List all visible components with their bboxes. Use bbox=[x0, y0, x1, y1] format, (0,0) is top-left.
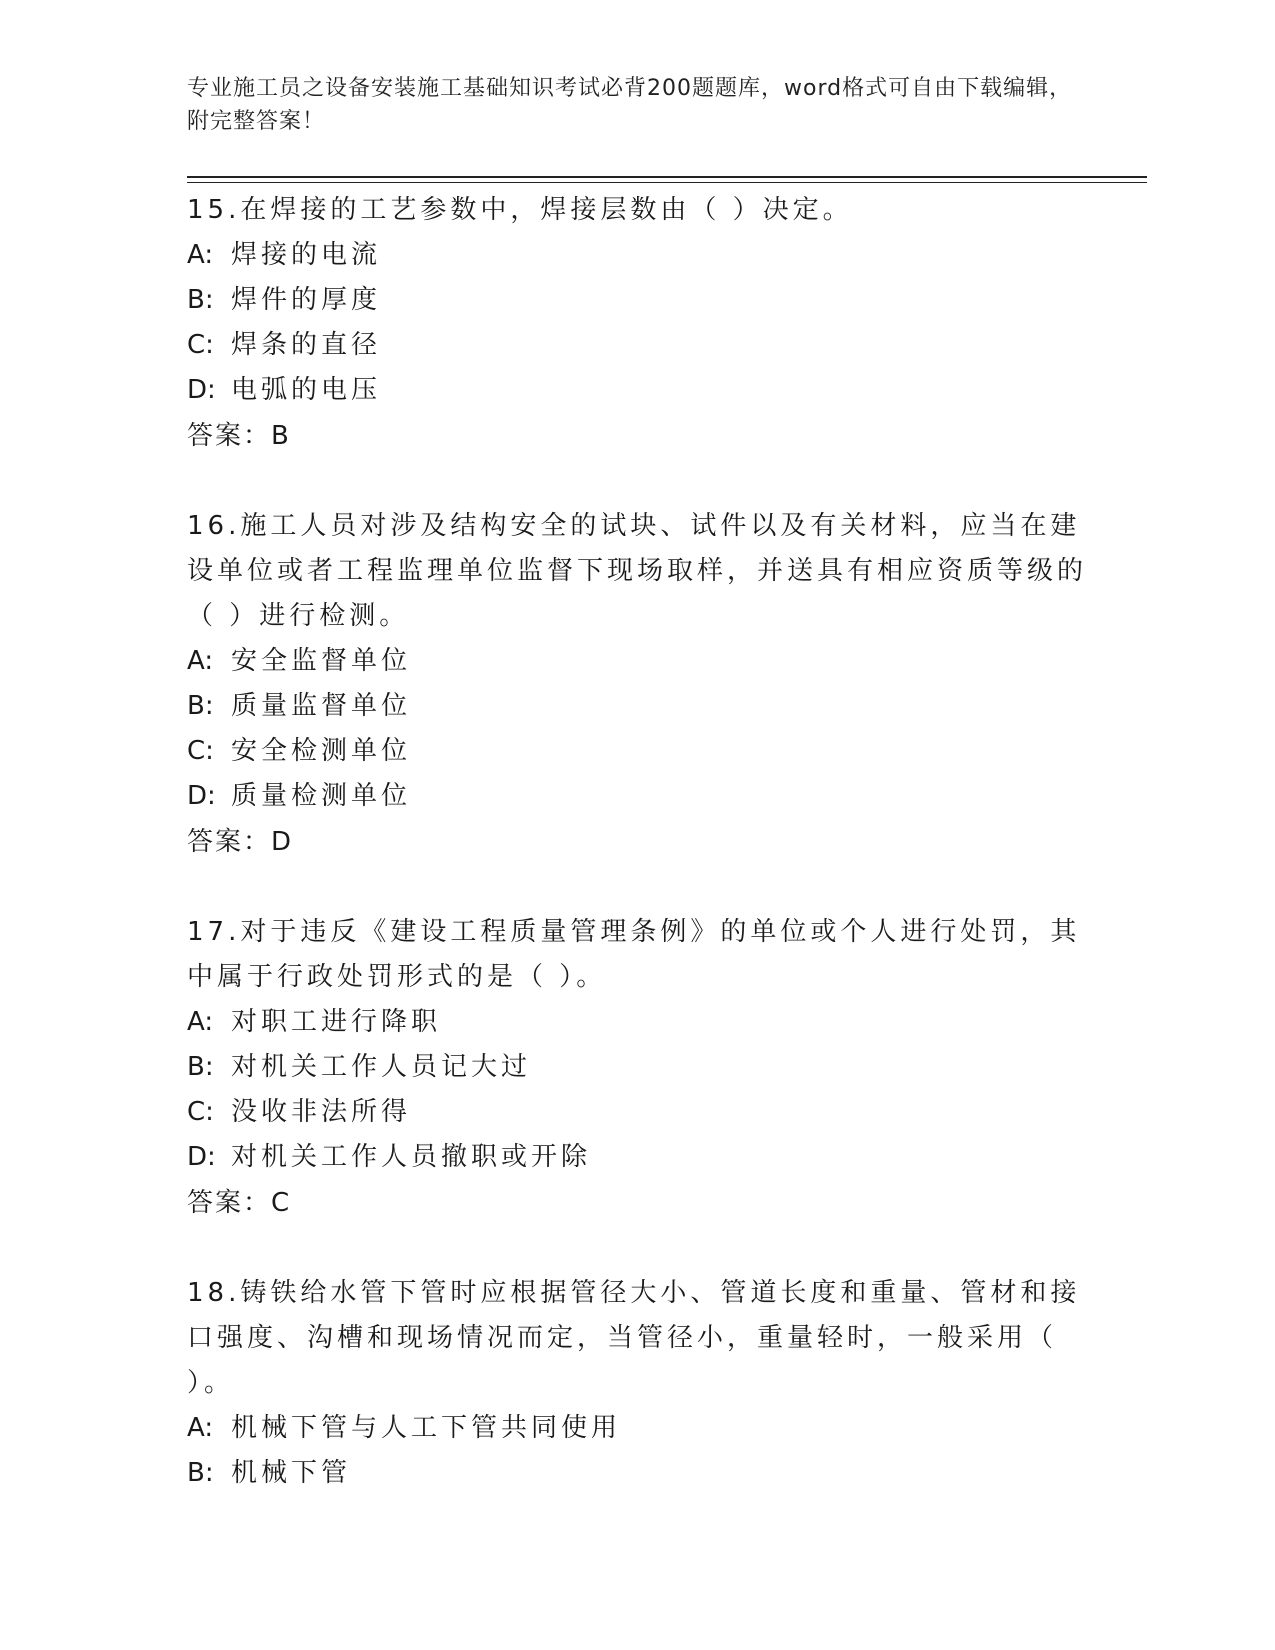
option-text: 对职工进行降职 bbox=[231, 1007, 442, 1037]
option-text: 对机关工作人员撤职或开除 bbox=[231, 1142, 592, 1172]
question-list bbox=[187, 188, 1087, 1541]
option-key: B: bbox=[187, 691, 214, 721]
answer-line: 答案：B bbox=[187, 421, 291, 451]
option-b bbox=[187, 278, 1087, 323]
answer-line: 答案：D bbox=[187, 827, 294, 857]
option-key: A: bbox=[187, 646, 214, 676]
option-a bbox=[187, 233, 1087, 278]
option-text: 质量检测单位 bbox=[231, 781, 412, 811]
option-text: 焊件的厚度 bbox=[231, 285, 382, 315]
option-c bbox=[187, 729, 1087, 774]
option-key: C: bbox=[187, 330, 214, 360]
option-text: 机械下管与人工下管共同使用 bbox=[231, 1413, 622, 1443]
option-key: D: bbox=[187, 781, 216, 811]
option-d bbox=[187, 368, 1087, 413]
option-key: D: bbox=[187, 1142, 216, 1172]
option-b bbox=[187, 684, 1087, 729]
option-key: C: bbox=[187, 1097, 214, 1127]
option-key: A: bbox=[187, 1413, 214, 1443]
question-17 bbox=[187, 910, 1087, 1226]
option-text: 焊接的电流 bbox=[231, 240, 382, 270]
option-c bbox=[187, 323, 1087, 368]
question-15 bbox=[187, 188, 1087, 459]
option-text: 没收非法所得 bbox=[231, 1097, 412, 1127]
option-key: A: bbox=[187, 240, 214, 270]
option-key: B: bbox=[187, 285, 214, 315]
option-key: B: bbox=[187, 1458, 214, 1488]
option-text: 焊条的直径 bbox=[231, 330, 382, 360]
option-b bbox=[187, 1451, 1087, 1496]
option-text: 质量监督单位 bbox=[231, 691, 412, 721]
question-18 bbox=[187, 1271, 1087, 1496]
option-c bbox=[187, 1090, 1087, 1135]
option-d bbox=[187, 1135, 1087, 1180]
option-text: 电弧的电压 bbox=[231, 375, 382, 405]
option-text: 安全监督单位 bbox=[231, 646, 412, 676]
option-a bbox=[187, 639, 1087, 684]
option-text: 安全检测单位 bbox=[231, 736, 412, 766]
option-text: 机械下管 bbox=[231, 1458, 352, 1488]
answer-line: 答案：C bbox=[187, 1188, 292, 1218]
option-a bbox=[187, 1406, 1087, 1451]
question-stem: 17.对于违反《建设工程质量管理条例》的单位或个人进行处罚，其中属于行政处罚形式的是（ ）。 bbox=[187, 917, 1081, 992]
question-stem: 15.在焊接的工艺参数中，焊接层数由（ ）决定。 bbox=[187, 195, 853, 225]
header-divider-thick bbox=[187, 176, 1147, 178]
option-key: D: bbox=[187, 375, 216, 405]
document-header: 专业施工员之设备安装施工基础知识考试必背200题题库，word格式可自由下载编辑，附完整答案！ bbox=[187, 76, 1073, 134]
option-a bbox=[187, 1000, 1087, 1045]
question-16 bbox=[187, 504, 1087, 865]
header-divider-thin bbox=[187, 182, 1147, 183]
question-stem: 16.施工人员对涉及结构安全的试块、试件以及有关材料，应当在建设单位或者工程监理单位监督下现场取样，并送具有相应资质等级的（ ）进行检测。 bbox=[187, 511, 1088, 631]
option-key: C: bbox=[187, 736, 214, 766]
option-text: 对机关工作人员记大过 bbox=[231, 1052, 532, 1082]
option-key: B: bbox=[187, 1052, 214, 1082]
option-b bbox=[187, 1045, 1087, 1090]
option-key: A: bbox=[187, 1007, 214, 1037]
option-d bbox=[187, 774, 1087, 819]
question-stem: 18.铸铁给水管下管时应根据管径大小、管道长度和重量、管材和接口强度、沟槽和现场情况而定，当管径小，重量轻时，一般采用（ ）。 bbox=[187, 1278, 1081, 1398]
